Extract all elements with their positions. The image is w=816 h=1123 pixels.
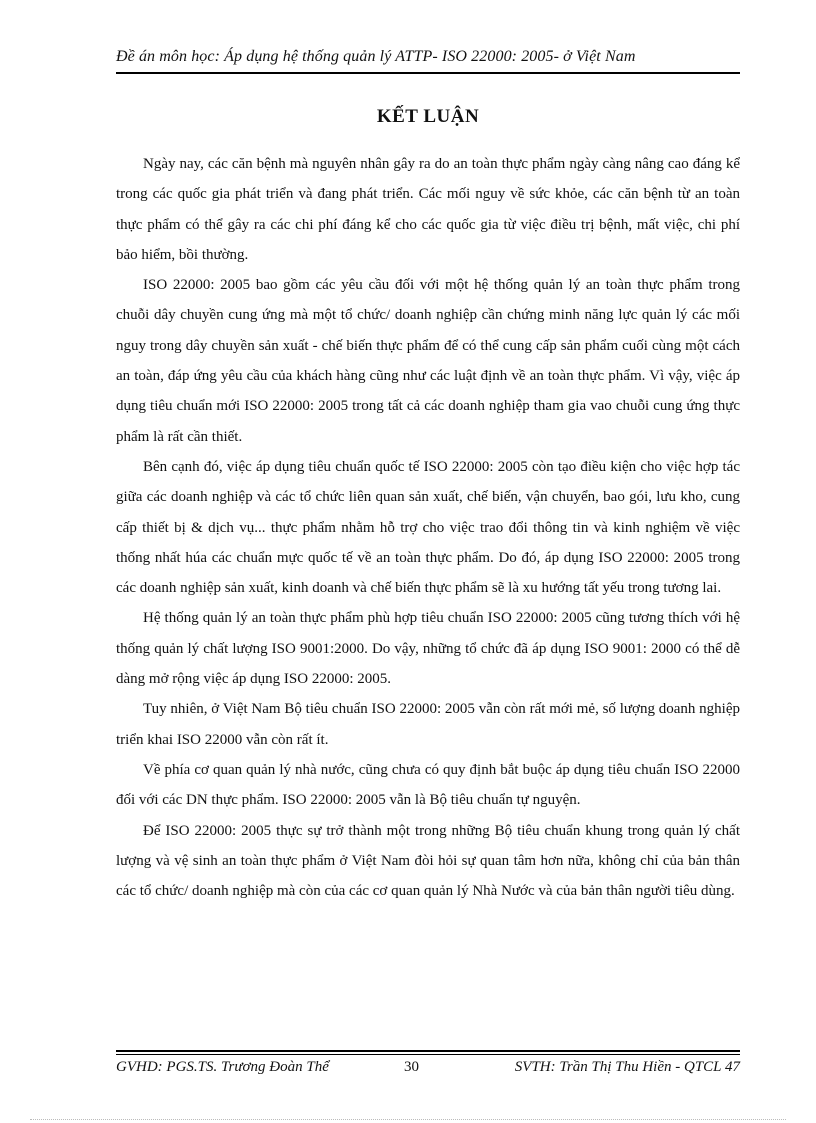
paragraph: Hệ thống quản lý an toàn thực phẩm phù hợp tiêu chuẩn ISO 22000: 2005 cũng tương thích với hệ thống quản lý chất lượng ISO 9001:2000. Do vậy, những tổ chức đã áp dụng ISO 9001: 2000 có thể dễ dàng mở rộng việc áp dụng ISO 22000: 2005.: [116, 610, 740, 688]
section-title: KẾT LUẬN: [376, 106, 480, 127]
page-number: 30: [404, 1059, 419, 1075]
footer-rule: [116, 1054, 740, 1083]
paragraph: ISO 22000: 2005 bao gồm các yêu cầu đối với một hệ thống quản lý an toàn thực phẩm trong chuỗi dây chuyền cung ứng mà một tổ chức/ doanh nghiệp cần chứng minh năng lực quản lý các mối nguy trong dây chuyền sản xuất - chế biến thực phẩm để có thể cung cấp sản phẩm cuối cùng một cách an toàn, đáp ứng yêu cầu của khách hàng cũng như các luật định về an toàn thực phẩm. Vì vậy, việc áp dụng tiêu chuẩn mới ISO 22000: 2005 trong tất cả các doanh nghiệp tham gia vao chuỗi cung ứng thực phẩm là rất cần thiết.: [116, 277, 740, 445]
paragraph: Ngày nay, các căn bệnh mà nguyên nhân gây ra do an toàn thực phẩm ngày càng nâng cao đáng kể trong các quốc gia phát triển và đang phát triển. Các mối nguy về sức khỏe, các căn bệnh từ an toàn thực phẩm có thể gây ra các chi phí đáng kể cho các quốc gia từ việc điều trị bệnh, mất việc, chi phí bảo hiểm, bồi thường.: [116, 156, 740, 263]
footer-student: SVTH: Trần Thị Thu Hiền - QTCL 47: [514, 1059, 740, 1075]
page-header: [116, 46, 740, 74]
paragraph: Về phía cơ quan quản lý nhà nước, cũng chưa có quy định bắt buộc áp dụng tiêu chuẩn ISO 22000 đối với các DN thực phẩm. ISO 22000: 2005 vẫn là Bộ tiêu chuẩn tự nguyện.: [116, 761, 740, 809]
paragraph: Để ISO 22000: 2005 thực sự trở thành một trong những Bộ tiêu chuẩn khung trong quản lý chất lượng và vệ sinh an toàn thực phẩm ở Việt Nam đòi hỏi sự quan tâm hơn nữa, không chỉ của bản thân các tổ chức/ doanh nghiệp mà còn của các cơ quan quản lý Nhà Nước và của bản thân người tiêu dùng.: [116, 822, 740, 900]
header-title: Đề án môn học: Áp dụng hệ thống quản lý ATTP- ISO 22000: 2005- ở Việt Nam: [116, 48, 636, 65]
body-text: [116, 149, 740, 906]
footer-advisor: GVHD: PGS.TS. Trương Đoàn Thể: [116, 1059, 329, 1075]
paragraph: Tuy nhiên, ở Việt Nam Bộ tiêu chuẩn ISO 22000: 2005 vẫn còn rất mới mẻ, số lượng doanh nghiệp triển khai ISO 22000 vẫn còn rất ít.: [116, 701, 740, 748]
paragraph: Bên cạnh đó, việc áp dụng tiêu chuẩn quốc tế ISO 22000: 2005 còn tạo điều kiện cho việc hợp tác giữa các doanh nghiệp và các tổ chức liên quan sản xuất, chế biến, vận chuyển, bao gói, lưu kho, cung cấp thiết bị & dịch vụ... thực phẩm nhằm hỗ trợ cho việc trao đổi thông tin và kinh nghiệm về việc thống nhất húa các chuẩn mực quốc tế về an toàn thực phẩm. Do đó, áp dụng ISO 22000: 2005 trong các doanh nghiệp sản xuất, kinh doanh và chế biến thực phẩm sẽ là xu hướng tất yếu trong tương lai.: [116, 458, 740, 597]
page-footer: [116, 1050, 740, 1082]
page-edge-divider: [30, 1119, 786, 1120]
